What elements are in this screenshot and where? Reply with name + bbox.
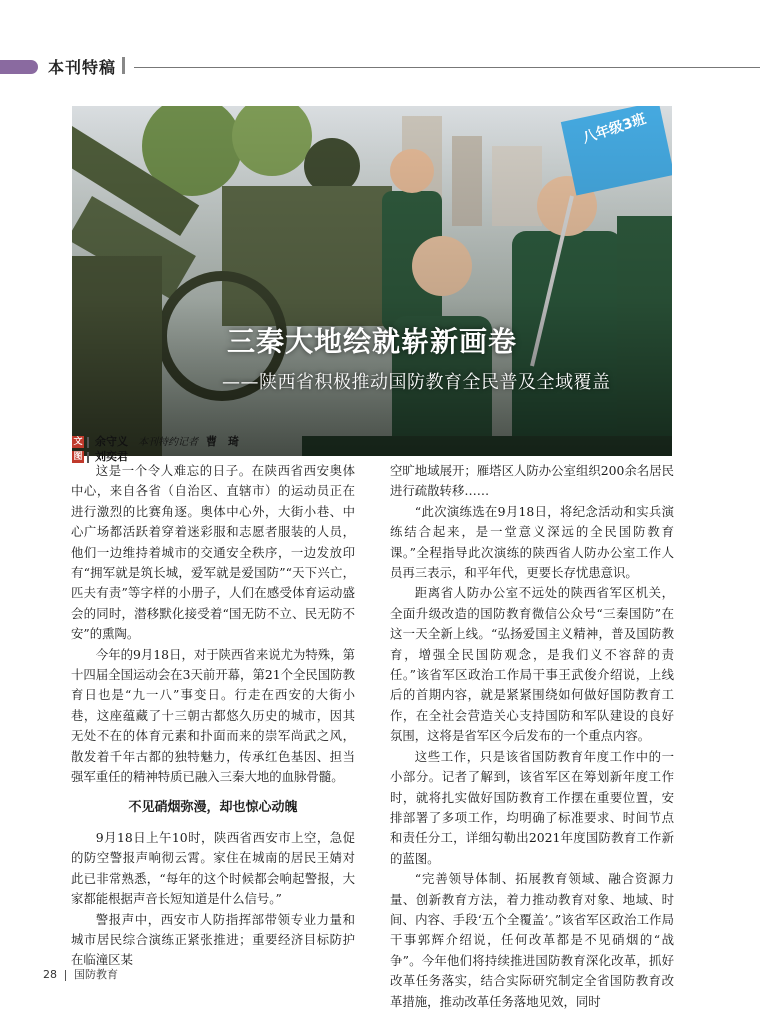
footer-divider [65,970,66,981]
paragraph: 警报声中，西安市人防指挥部带领专业力量和城市居民综合演练正紧张推进；重要经济目标防护在临潼区某 [71,911,355,968]
text-credit-tag: 文 [73,437,83,447]
page-footer [43,966,118,982]
hero-photo [72,106,672,456]
byline-text [72,433,239,449]
paragraph: 这是一个令人难忘的日子。在陕西省西安奥体中心，来自各省（自治区、直辖市）的运动员正在进行激烈的比赛角逐。奥体中心外，大街小巷、中心广场都活跃着穿着迷彩服和志愿者服装的人员，他们一边维持着城市的交通安全秩序，一边发放印有“拥军就是筑长城，爱军就是爱国防”“天下兴亡，匹夫有责”等字样的小册子，人们在感受体育运动盛会的同时，潜移默化接受着“国无防不立、民无防不安”的熏陶。 [71,463,355,642]
article-title: 三秦大地绘就崭新画卷 [226,325,517,358]
page-number: 28 [43,968,57,981]
photographer-name: 刘奕君 [95,450,128,463]
paragraph: 这些工作，只是该省国防教育年度工作中的一小部分。记者了解到，该省军区在筹划新年度工作时，就将扎实做好国防教育工作摆在重要位置，安排部署了多项工作，均明确了标准要求、时间节点和责任分工，详细勾勒出2021年度国防教育工作新的蓝图。 [390,748,674,866]
coauthor-name: 曹 琦 [206,435,239,448]
photo-illustration [72,106,672,456]
header-rule [134,67,760,68]
paragraph: 今年的9月18日，对于陕西省来说尤为特殊，第十四届全国运动会在3天前开幕，第21个全民国防教育日也是“九一八”事变日。行走在西安的大街小巷，这座蕴藏了十三朝古都悠久历史的城市，因其无处不在的体育元素和扑面而来的崇军尚武之风，散发着千年古都的独特魅力，传承红色基因、担当强军重任的精神特质已融入三秦大地的血脉骨髓。 [71,646,355,785]
paragraph: 9月18日上午10时，陕西省西安市上空，急促的防空警报声响彻云霄。家住在城南的居民王婧对此已非常熟悉，“每年的这个时候都会响起警报，大家都能根据声音长短知道是什么信号。” [71,829,355,907]
section-color-bar [0,60,38,74]
journal-name: 国防教育 [74,968,118,981]
paragraph: “此次演练选在9月18日，将纪念活动和实兵演练结合起来，是一堂意义深远的全民国防教育课。”全程指导此次演练的陕西省人防办公室工作人员再三表示，和平年代，更要长存忧患意识。 [390,503,674,581]
section-heading: 不见硝烟弥漫，却也惊心动魄 [128,799,298,815]
author-role: 本刊特约记者 [138,437,198,448]
header-divider [122,57,125,74]
paragraph: 空旷地域展开；雁塔区人防办公室组织200余名居民进行疏散转移…… [390,463,674,499]
author-name: 余守义 [95,435,128,448]
flag-label: 八年级3班 [580,111,649,147]
section-title: 本刊特稿 [48,58,117,77]
paragraph: 距离省人防办公室不远处的陕西省军区机关，全面升级改造的国防教育微信公众号“三秦国防”在这一天全新上线。“弘扬爱国主义精神，普及国防教育，增强全民国防观念，是我们义不容辞的责任。”该省军区政治工作局干事王武俊介绍说，上线后的首期内容，就是紧紧围绕如何做好国防教育工作，在全社会营造关心支持国防和军队建设的良好氛围，这将是省军区今后发布的一个重点内容。 [390,585,674,744]
byline-divider [87,437,89,448]
image-credit-tag: 图 [73,452,83,462]
article-subtitle: ——陕西省积极推动国防教育全民普及全域覆盖 [222,372,611,393]
article-right-column [390,461,674,1012]
article-left-column [71,461,355,971]
paragraph: “完善领导体制、拓展教育领域、融合资源力量、创新教育方法，着力推动教育对象、地域、时间、内容、手段‘五个全覆盖’。”该省军区政治工作局干事郭辉介绍说，任何改革都是不见硝烟的“战争”。今年他们将持续推进国防教育深化改革，抓好改革任务落实，结合实际研究制定全省国防教育改革措施，推动改革任务落地见效，同时 [390,871,674,1009]
